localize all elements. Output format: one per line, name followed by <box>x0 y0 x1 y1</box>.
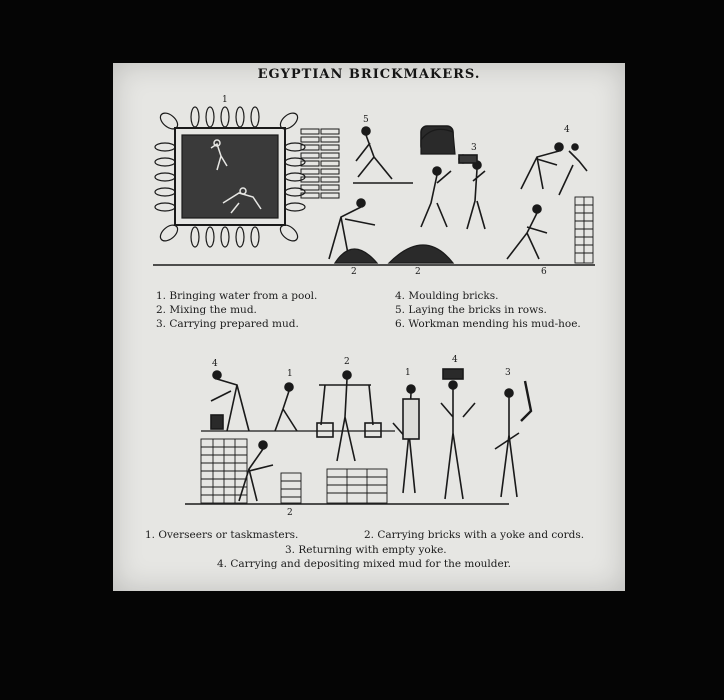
plate-title: EGYPTIAN BRICKMAKERS. <box>257 67 481 82</box>
bottom-number: 3 <box>505 368 511 378</box>
top-caption-left: 3. Carrying prepared mud. <box>156 318 299 330</box>
brick-wall-left <box>201 439 247 503</box>
bottom-illustration <box>113 63 625 591</box>
bottom-number: 1 <box>405 368 411 378</box>
bottom-caption: 1. Overseers or taskmasters. <box>145 529 299 541</box>
brick-stacks-middle <box>281 469 387 503</box>
bottom-number: 2 <box>287 508 293 518</box>
top-number: 2 <box>415 267 421 277</box>
bottom-number: 4 <box>212 359 218 369</box>
top-number: 4 <box>564 125 570 135</box>
top-caption-right: 6. Workman mending his mud-hoe. <box>395 318 581 330</box>
top-number: 6 <box>541 267 547 277</box>
top-caption-right: 5. Laying the bricks in rows. <box>395 304 547 316</box>
top-number: 1 <box>222 95 228 105</box>
bottom-number: 2 <box>344 357 350 367</box>
lantern-slide-plate <box>113 63 625 591</box>
top-number: 3 <box>471 143 477 153</box>
top-number: 5 <box>363 115 369 125</box>
top-caption-left: 2. Mixing the mud. <box>156 304 257 316</box>
bottom-number: 1 <box>287 369 293 379</box>
top-caption-left: 1. Bringing water from a pool. <box>156 290 318 302</box>
bottom-caption: 4. Carrying and depositing mixed mud for the moulder. <box>217 558 511 570</box>
top-caption-right: 4. Moulding bricks. <box>395 290 499 302</box>
workers-bottom <box>211 369 531 501</box>
top-number: 2 <box>351 267 357 277</box>
bottom-caption: 3. Returning with empty yoke. <box>285 544 447 556</box>
bottom-number: 4 <box>452 355 458 365</box>
bottom-caption: 2. Carrying bricks with a yoke and cords. <box>364 529 585 541</box>
